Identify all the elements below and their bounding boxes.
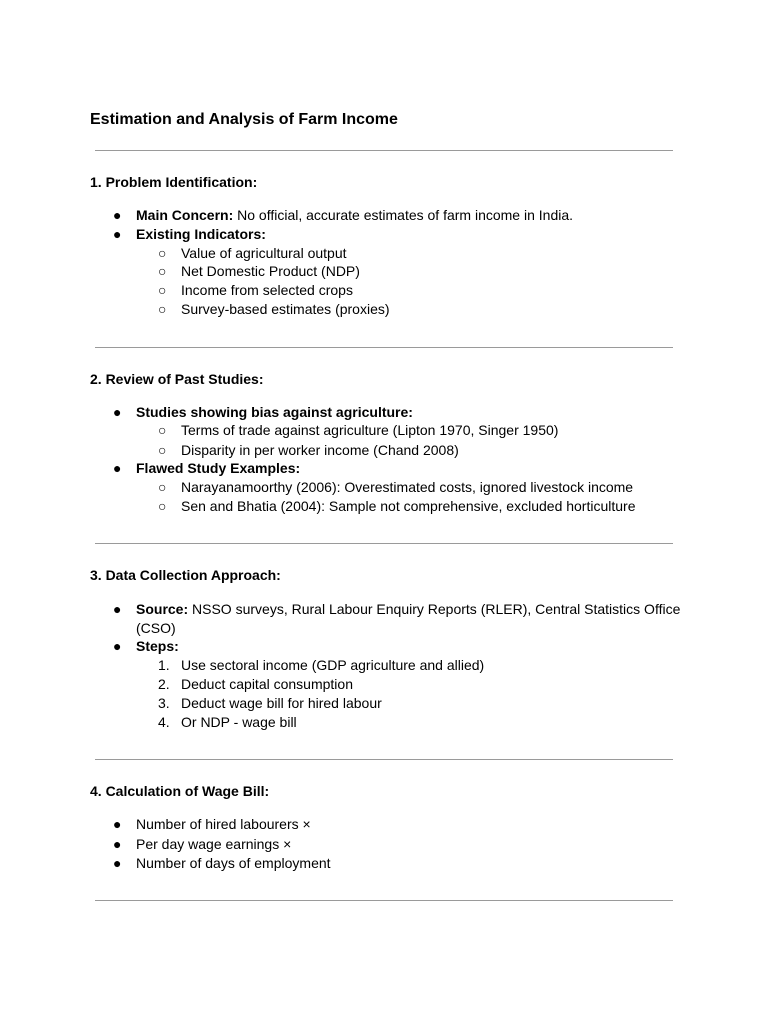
section-3-step-3 xyxy=(158,694,681,713)
section-1-item-existing-indicators xyxy=(113,225,681,244)
subitem-text: Narayanamoorthy (2006): Overestimated costs, ignored livestock income xyxy=(181,479,634,495)
subitem-text: Sen and Bhatia (2004): Sample not comprehensive, excluded horticulture xyxy=(181,498,636,514)
section-1-subitem-4 xyxy=(158,300,681,319)
item-label: Existing Indicators: xyxy=(136,226,266,242)
step-text: Deduct wage bill for hired labour xyxy=(181,695,382,711)
section-1-item-main-concern xyxy=(113,206,681,225)
step-number: 1. xyxy=(158,657,170,673)
subitem-text: Value of agricultural output xyxy=(181,245,347,261)
section-4-heading: 4. Calculation of Wage Bill: xyxy=(90,783,270,799)
subitem-text: Disparity in per worker income (Chand 2008) xyxy=(181,442,459,458)
circle-marker: ○ xyxy=(158,442,167,458)
section-4-item-2 xyxy=(113,835,681,854)
item-text: Number of hired labourers × xyxy=(136,816,311,832)
item-text: Number of days of employment xyxy=(136,855,331,871)
section-2-subitem-2 xyxy=(158,441,681,460)
item-text: No official, accurate estimates of farm income in India. xyxy=(233,207,574,223)
section-1-subitem-1 xyxy=(158,244,681,263)
bullet-marker: ● xyxy=(113,460,122,476)
section-2-heading: 2. Review of Past Studies: xyxy=(90,371,264,387)
item-text: Per day wage earnings × xyxy=(136,836,292,852)
bullet-marker: ● xyxy=(113,836,122,852)
horizontal-rule xyxy=(95,150,673,151)
item-label: Main Concern: xyxy=(136,207,234,223)
section-1-heading: 1. Problem Identification: xyxy=(90,174,258,190)
section-1-subitem-3 xyxy=(158,281,681,300)
section-3-step-1 xyxy=(158,656,681,675)
section-3-item-steps xyxy=(113,637,681,656)
step-number: 2. xyxy=(158,676,170,692)
circle-marker: ○ xyxy=(158,282,167,298)
bullet-marker: ● xyxy=(113,638,122,654)
horizontal-rule xyxy=(95,900,673,901)
step-number: 3. xyxy=(158,695,170,711)
item-label: Steps: xyxy=(136,638,179,654)
bullet-marker: ● xyxy=(113,816,122,832)
step-number: 4. xyxy=(158,714,170,730)
circle-marker: ○ xyxy=(158,479,167,495)
section-4-item-1 xyxy=(113,815,681,834)
bullet-marker: ● xyxy=(113,226,122,242)
horizontal-rule xyxy=(95,759,673,760)
subitem-text: Terms of trade against agriculture (Lipton 1970, Singer 1950) xyxy=(181,422,559,438)
section-2-subitem-4 xyxy=(158,497,681,516)
section-2-item-flawed-studies xyxy=(113,459,681,478)
subitem-text: Survey-based estimates (proxies) xyxy=(181,301,390,317)
circle-marker: ○ xyxy=(158,263,167,279)
section-4-item-3 xyxy=(113,854,681,873)
subitem-text: Income from selected crops xyxy=(181,282,353,298)
bullet-marker: ● xyxy=(113,207,122,223)
circle-marker: ○ xyxy=(158,301,167,317)
circle-marker: ○ xyxy=(158,422,167,438)
horizontal-rule xyxy=(95,347,673,348)
item-text: NSSO surveys, Rural Labour Enquiry Reports (RLER), Central Statistics Office (CSO) xyxy=(136,601,681,636)
item-label: Source: xyxy=(136,601,189,617)
section-2-subitem-3 xyxy=(158,478,681,497)
bullet-marker: ● xyxy=(113,855,122,871)
item-label: Studies showing bias against agriculture: xyxy=(136,404,413,420)
section-2-item-bias-studies xyxy=(113,403,681,422)
section-1-subitem-2 xyxy=(158,262,681,281)
bullet-marker: ● xyxy=(113,404,122,420)
subitem-text: Net Domestic Product (NDP) xyxy=(181,263,360,279)
item-label: Flawed Study Examples: xyxy=(136,460,301,476)
step-text: Use sectoral income (GDP agriculture and allied) xyxy=(181,657,485,673)
section-3-heading: 3. Data Collection Approach: xyxy=(90,567,281,583)
section-3-step-4 xyxy=(158,713,681,732)
horizontal-rule xyxy=(95,543,673,544)
section-3-item-source xyxy=(113,600,681,638)
document-title: Estimation and Analysis of Farm Income xyxy=(90,111,398,128)
step-text: Or NDP - wage bill xyxy=(181,714,297,730)
step-text: Deduct capital consumption xyxy=(181,676,353,692)
circle-marker: ○ xyxy=(158,245,167,261)
bullet-marker: ● xyxy=(113,601,122,617)
section-3-step-2 xyxy=(158,675,681,694)
circle-marker: ○ xyxy=(158,498,167,514)
section-2-subitem-1 xyxy=(158,421,681,440)
